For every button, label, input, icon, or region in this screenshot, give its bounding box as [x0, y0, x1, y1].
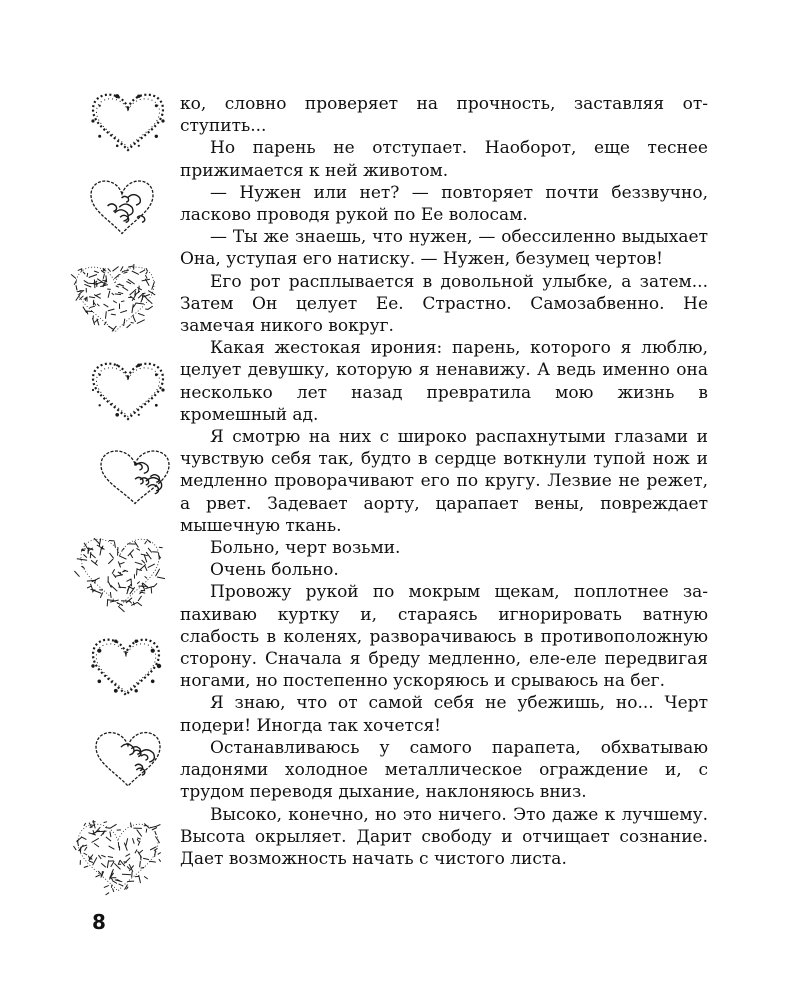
paragraph: Я знаю, что от самой себя не убежишь, но... Черт подери! Иногда так хочется! — [180, 693, 708, 736]
paragraph: Провожу рукой по мокрым щекам, поплотнее запахиваю куртку и, стараясь игнорировать ватную слабость в коленях, разворачиваюсь в противоположную сторону. Сначала я бреду медленно, еле-еле передвигая ногами, но постепенно ускоряюсь и срываюсь на бег. — [180, 582, 708, 692]
page-number: 8 — [92, 910, 106, 934]
paragraph: — Ты же знаешь, что нужен, — обессиленно выдыхает Она, уступая его натиску. — Нужен, безумец чертов! — [180, 227, 708, 270]
paragraph: Очень больно. — [210, 560, 339, 581]
paragraph: Я смотрю на них с широко распахнутыми глазами и чувствую себя так, будто в сердце воткнули тупой нож и медленно проворачивают его по кругу. Лезвие не режет, а рвет. Задевает аорту, царапает вены, повреждает мышечную ткань. — [180, 427, 708, 536]
heart-swirl-1-icon — [91, 181, 153, 233]
heart-crackle-3-icon — [74, 820, 161, 895]
hearts-column — [70, 86, 180, 906]
paragraph: Какая жестокая ирония: парень, которого я люблю, целует девушку, которую я ненавижу. А ведь именно она несколько лет назад превратила мою жизнь в кромешный ад. — [180, 338, 708, 425]
paragraph: Его рот расплывается в довольной улыбке, а затем... Затем Он целует Ее. Страстно. Самозабвенно. Не замечая никого вокруг. — [180, 271, 708, 337]
paragraph: ко, словно проверяет на прочность, заставляя отступить... — [180, 94, 708, 137]
heart-vine-3-icon — [91, 640, 161, 696]
paragraph: Но парень не отступает. Наоборот, еще теснее прижимается к ней животом. — [180, 138, 708, 181]
page-text — [180, 93, 708, 870]
heart-crackle-2-icon — [74, 538, 165, 612]
heart-swirl-2-icon — [101, 451, 169, 503]
paragraph: Останавливаюсь у самого парапета, обхватываю ладонями холодное металлическое ограждение и, с трудом переводя дыхание, наклоняюсь вниз. — [180, 737, 708, 803]
paragraph: Больно, черт возьми. — [210, 538, 401, 559]
heart-crackle-1-icon — [71, 264, 155, 332]
paragraph: — Нужен или нет? — повторяет почти беззвучно, ласково проводя рукой по Ее волосам. — [180, 182, 708, 226]
paragraph: Высоко, конечно, но это ничего. Это даже к лучшему. Высота окрыляет. Дарит свободу и отчищает сознание. Дает возможность начать с чистого листа. — [180, 804, 708, 869]
heart-swirl-3-icon — [96, 733, 160, 786]
heart-vine-2-icon — [92, 364, 165, 420]
heart-vine-1-icon — [91, 94, 164, 150]
